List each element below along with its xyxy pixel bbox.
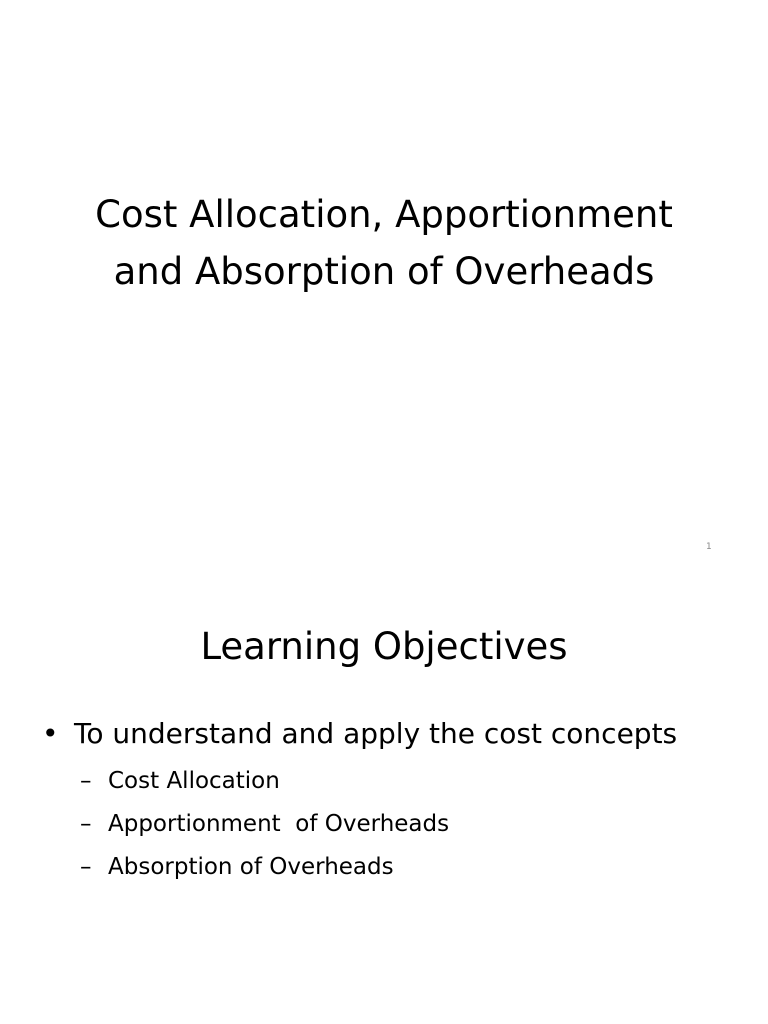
bullet-item [42, 710, 732, 758]
bullet-list [42, 710, 732, 889]
dash-icon: – [80, 811, 92, 837]
slide-number: 1 [706, 542, 712, 552]
sub-bullet-text: Cost Allocation [108, 768, 280, 794]
title-line-1: Cost Allocation, Apportionment [95, 193, 673, 236]
bullet-text: To understand and apply the cost concepts [74, 717, 678, 750]
sub-bullet-item [80, 846, 732, 889]
sub-bullet-item [80, 760, 732, 803]
bullet-dot-icon: • [42, 717, 59, 750]
slide-1-title [40, 186, 728, 300]
dash-icon: – [80, 854, 92, 880]
sub-bullet-item [80, 803, 732, 846]
dash-icon: – [80, 768, 92, 794]
sub-bullet-text: Absorption of Overheads [108, 854, 394, 880]
title-line-2: and Absorption of Overheads [113, 250, 655, 293]
sub-bullet-list [80, 760, 732, 889]
sub-bullet-text: Apportionment of Overheads [108, 811, 450, 837]
slide-2-title: Learning Objectives [200, 625, 568, 668]
slide-2 [0, 576, 768, 1024]
